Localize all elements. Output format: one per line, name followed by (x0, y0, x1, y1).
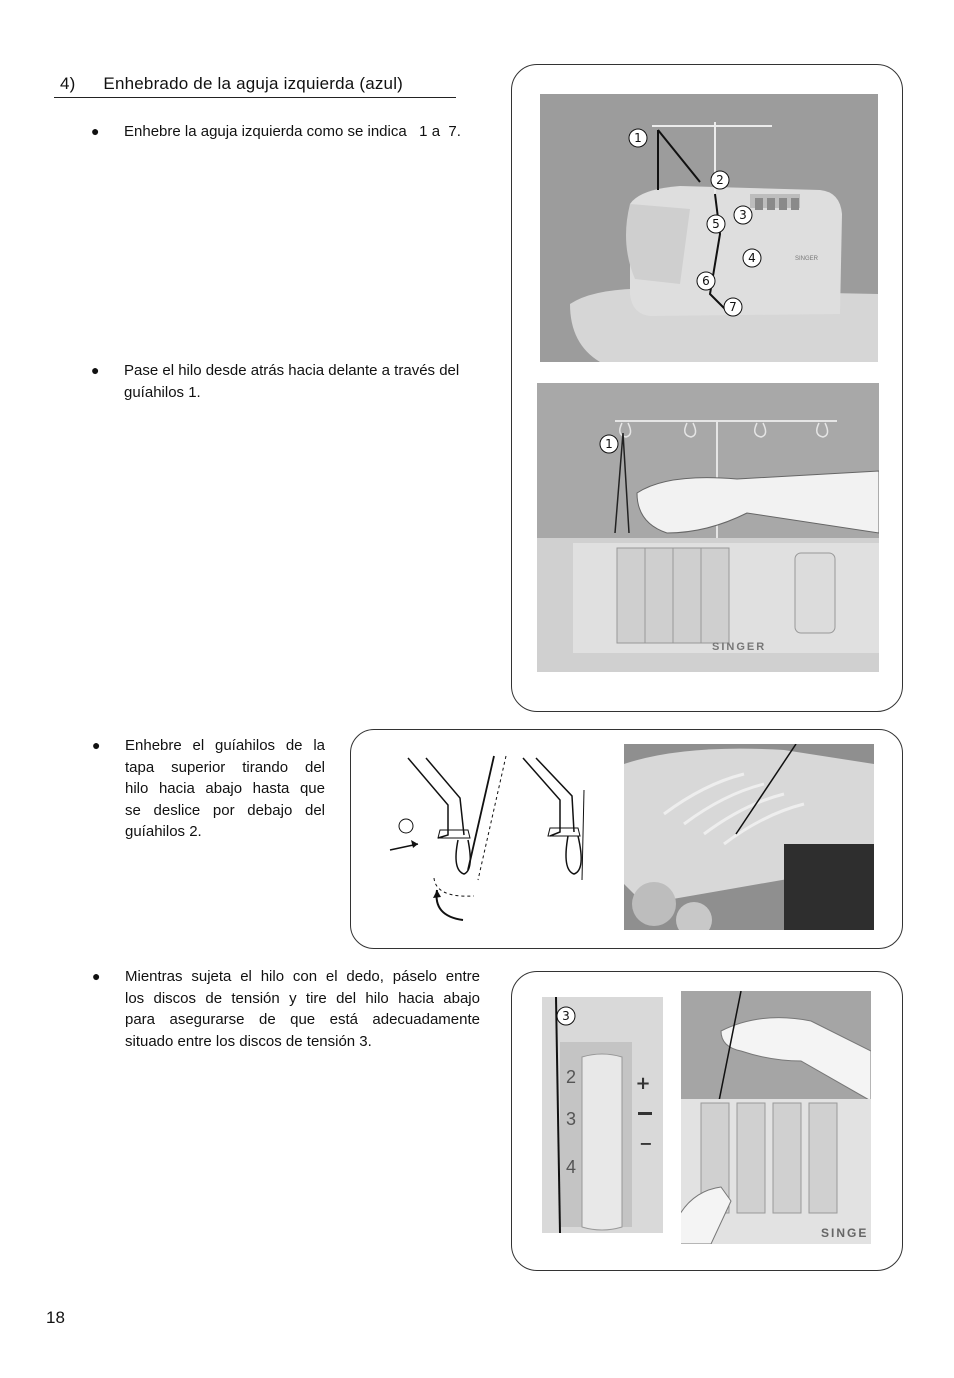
step-3-line: tapa superior tirando del (125, 758, 325, 776)
svg-text:1: 1 (605, 437, 613, 451)
callout-3 (557, 1007, 575, 1025)
bullet-icon: ● (92, 737, 101, 753)
thread-guide-illustration (537, 383, 879, 672)
dial-number-4: 4 (566, 1157, 577, 1177)
machine-brand-small: SINGER (795, 256, 819, 262)
plus-sign: + (635, 1073, 651, 1094)
step-3-line: Enhebre el guíahilos de la (125, 737, 325, 754)
step-4-line: para asegurarse de que está adecuadamente (125, 1011, 480, 1028)
svg-text:3: 3 (562, 1009, 570, 1023)
callout-3 (734, 206, 752, 224)
section-title: Enhebrado de la aguja izquierda (azul) (103, 74, 404, 93)
photo-tension-discs-hand (681, 991, 871, 1244)
svg-text:5: 5 (712, 217, 720, 231)
step-2-line-1: Pase el hilo desde atrás hacia delante a través del (124, 362, 460, 379)
minus-sign: − (639, 1134, 653, 1153)
step-4-line: situado entre los discos de tensión 3. (125, 1032, 372, 1050)
dial-number-2: 2 (566, 1067, 577, 1087)
photo-top-cover-guide (624, 744, 874, 930)
step-1-text: Enhebre la aguja izquierda como se indica 1 a 7. (124, 123, 461, 140)
top-cover-illustration (624, 744, 874, 930)
dial-number-3: 3 (566, 1109, 577, 1129)
machine-brand: SINGER (712, 641, 767, 653)
photo-tension-dial (542, 997, 663, 1233)
svg-text:2: 2 (716, 173, 724, 187)
callout-2 (711, 171, 729, 189)
page-number: 18 (46, 1308, 65, 1327)
step-2-line-2: guíahilos 1. (124, 383, 201, 401)
callout-4 (743, 249, 761, 267)
step-3-line: guíahilos 2. (125, 823, 202, 840)
bullet-icon: ● (91, 123, 100, 139)
svg-text:1: 1 (634, 131, 642, 145)
machine-brand: SINGE (821, 1226, 869, 1240)
tension-dial-illustration (542, 997, 663, 1233)
photo-thread-guide-1 (537, 383, 879, 672)
section-number: 4) (60, 74, 76, 93)
bullet-icon: ● (92, 968, 101, 984)
thread-guide-2-drawing (378, 750, 618, 935)
step-4-line: Mientras sujeta el hilo con el dedo, páselo entre (125, 968, 480, 985)
svg-text:7: 7 (729, 300, 737, 314)
step-1 (91, 121, 484, 143)
callout-1 (629, 129, 647, 147)
svg-text:4: 4 (748, 251, 756, 265)
step-4 (92, 966, 480, 1052)
bullet-icon: ● (91, 362, 100, 378)
step-2 (91, 360, 489, 403)
tension-discs-illustration (681, 991, 871, 1244)
callout-6 (697, 272, 715, 290)
callout-5 (707, 215, 725, 233)
svg-text:3: 3 (739, 208, 747, 222)
callout-1 (600, 435, 618, 453)
diagram-thread-guide-2 (378, 750, 618, 935)
step-3 (92, 735, 325, 843)
heading-underline (54, 97, 456, 98)
section-heading (60, 74, 403, 94)
photo-machine-overview (540, 94, 878, 362)
step-3-line: hilo hacia abajo hasta que (125, 780, 325, 797)
svg-text:6: 6 (702, 274, 710, 288)
callout-7 (724, 298, 742, 316)
step-3-line: se deslice por debajo del (125, 801, 325, 819)
machine-overview-illustration (540, 94, 878, 362)
step-4-line: los discos de tensión y tire del hilo hacia abajo (125, 989, 480, 1007)
